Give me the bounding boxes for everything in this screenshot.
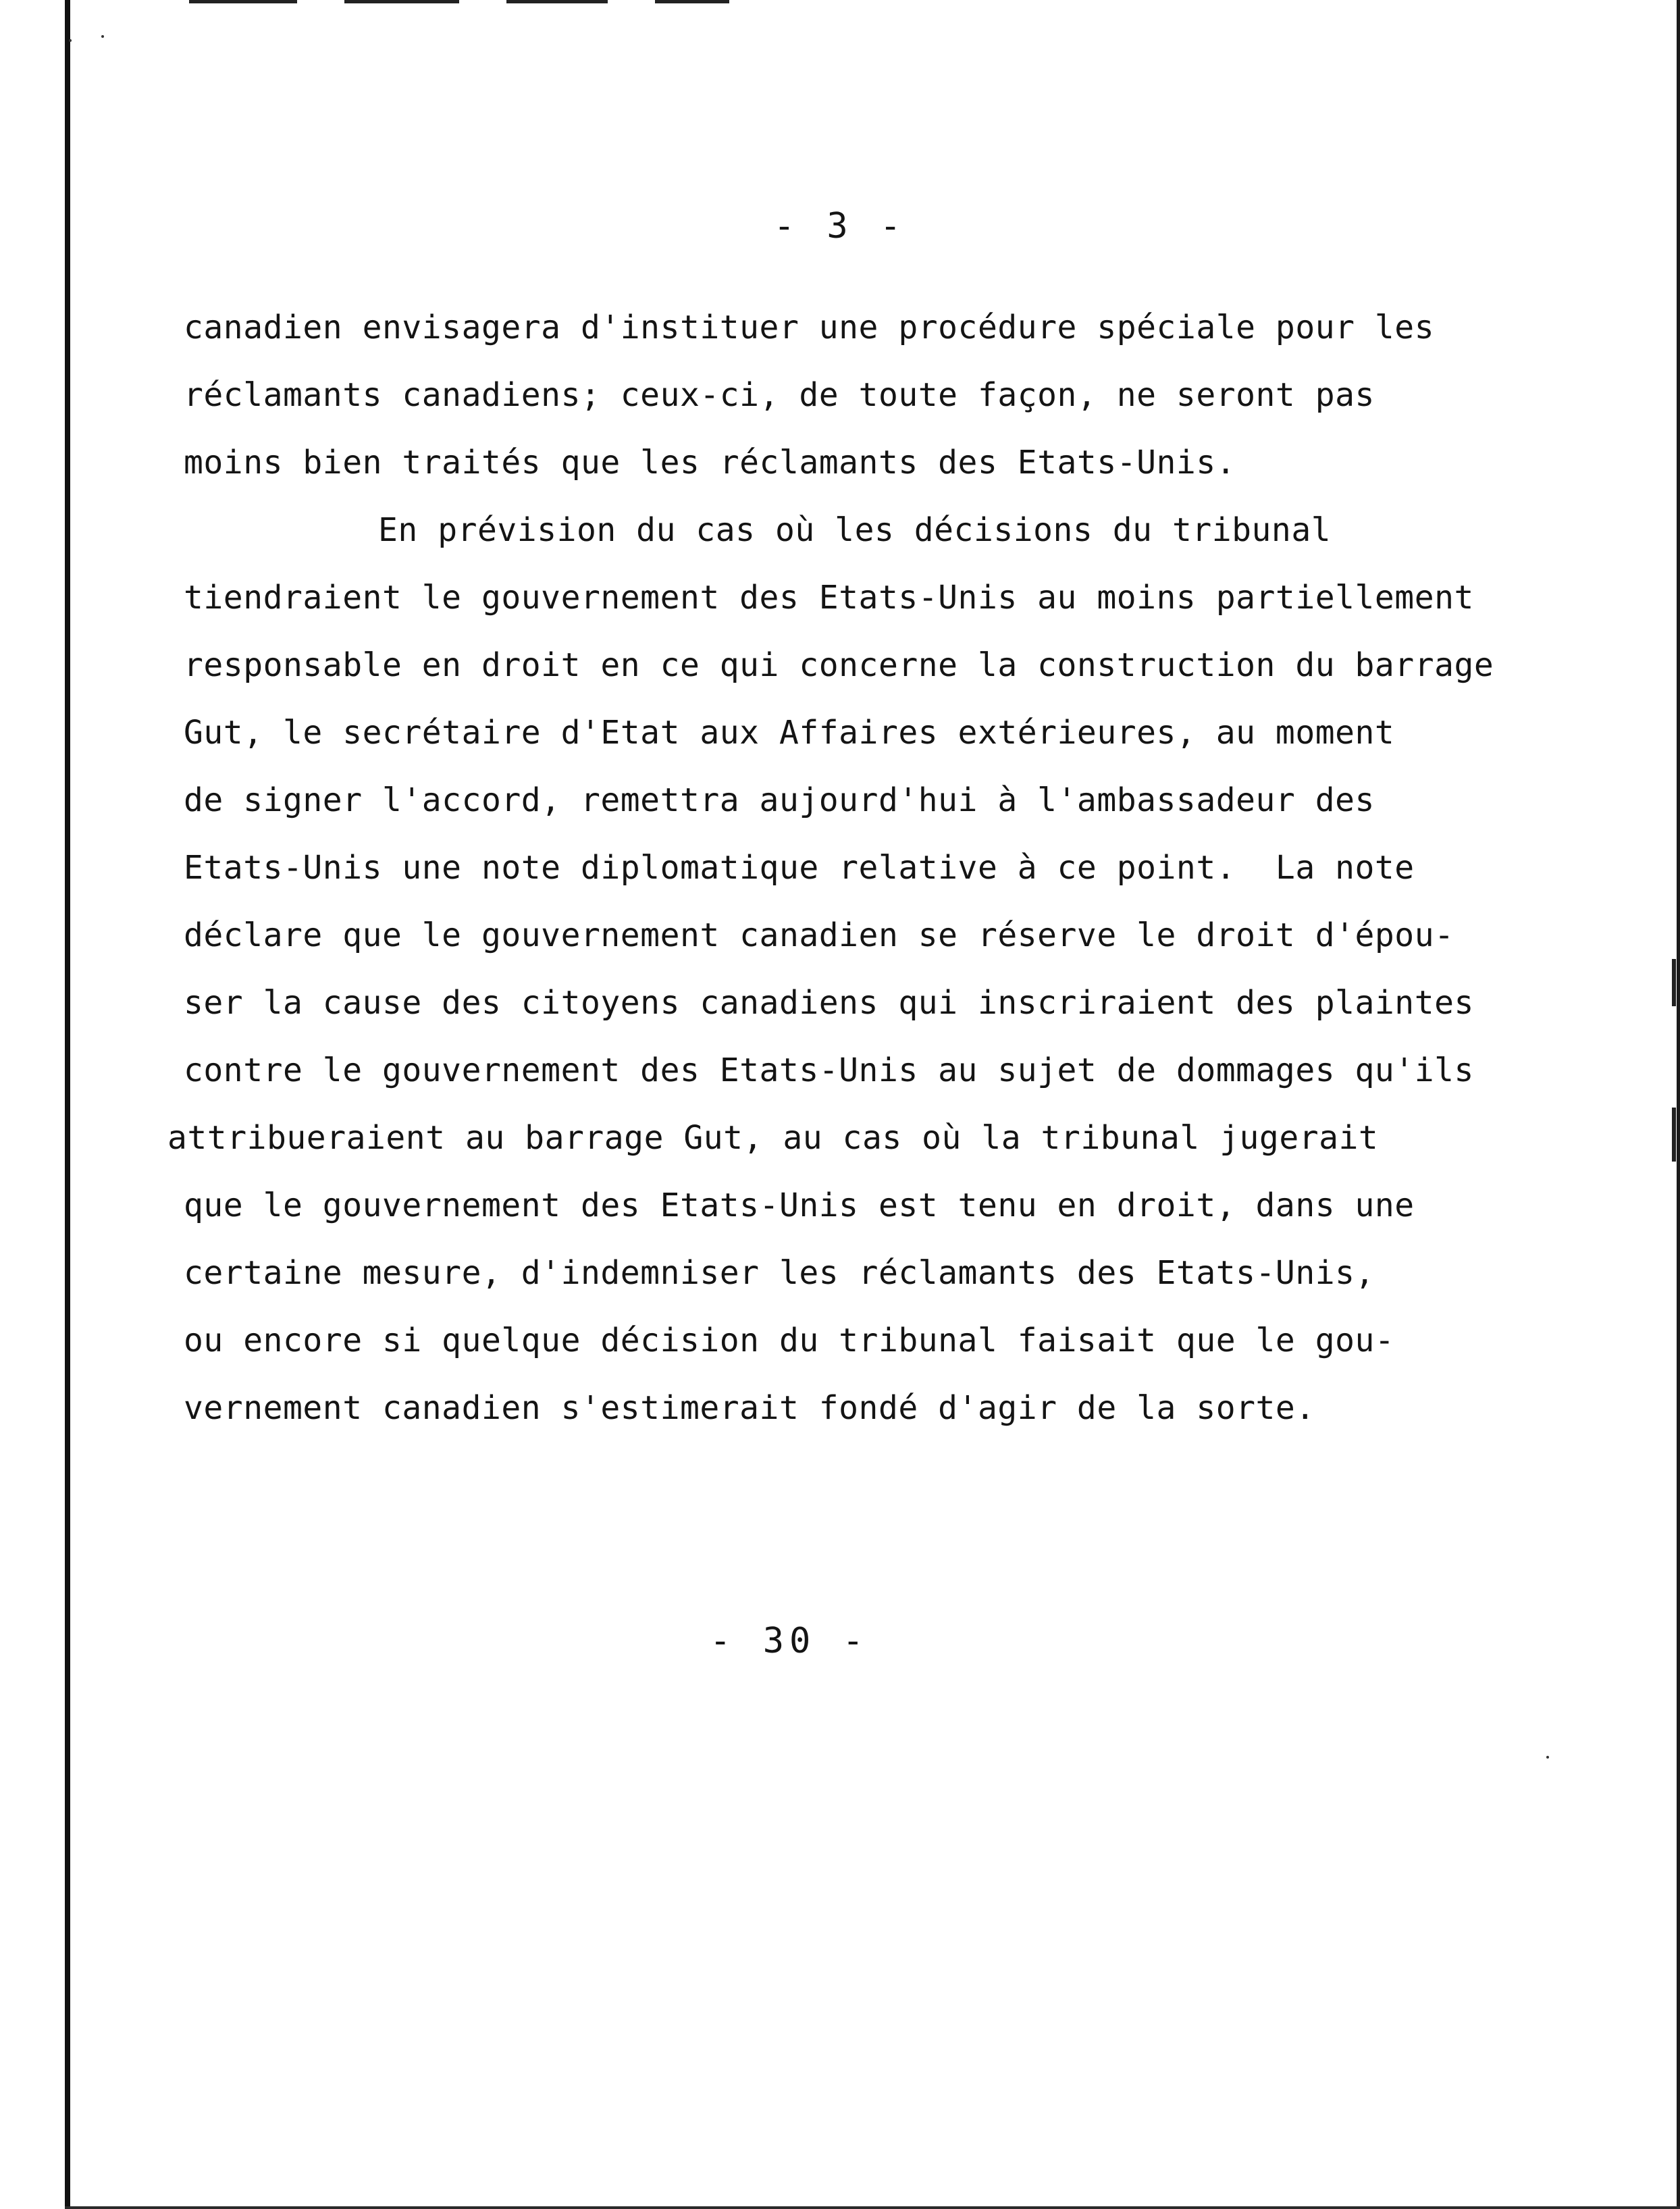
- scan-margin-line: [65, 0, 70, 2209]
- body-line: responsable en droit en ce qui concerne la construction du barrage: [184, 646, 1494, 684]
- scan-right-edge: [1677, 0, 1680, 2209]
- body-line: ou encore si quelque décision du tribunal faisait que le gou-: [184, 1322, 1395, 1359]
- scan-speck: [69, 39, 72, 42]
- scan-right-mark: [1672, 959, 1676, 1006]
- body-line: En prévision du cas où les décisions du tribunal: [378, 511, 1332, 549]
- scan-bottom-line: [65, 2206, 1680, 2209]
- body-line: vernement canadien s'estimerait fondé d'agir de la sorte.: [184, 1389, 1315, 1427]
- body-line: que le gouvernement des Etats-Unis est tenu en droit, dans une: [184, 1187, 1415, 1224]
- body-line: ser la cause des citoyens canadiens qui inscriraient des plaintes: [184, 984, 1474, 1022]
- scan-speck: [1546, 1756, 1549, 1759]
- body-line: attribueraient au barrage Gut, au cas où la tribunal jugerait: [167, 1119, 1379, 1157]
- scan-speck: [101, 35, 104, 38]
- page-number-top: - 3 -: [773, 206, 907, 246]
- scan-top-marks: [189, 0, 932, 3]
- body-line: de signer l'accord, remettra aujourd'hui à l'ambassadeur des: [184, 781, 1375, 819]
- body-line: tiendraient le gouvernement des Etats-Unis au moins partiellement: [184, 579, 1474, 617]
- body-line: déclare que le gouvernement canadien se réserve le droit d'épou-: [184, 916, 1454, 954]
- body-line: Etats-Unis une note diplomatique relative à ce point. La note: [184, 849, 1415, 887]
- body-line: moins bien traités que les réclamants des Etats-Unis.: [184, 444, 1236, 482]
- body-line: canadien envisagera d'instituer une procédure spéciale pour les: [184, 309, 1435, 346]
- body-line: certaine mesure, d'indemniser les réclamants des Etats-Unis,: [184, 1254, 1375, 1292]
- page-number-bottom: - 30 -: [710, 1621, 869, 1661]
- body-line: réclamants canadiens; ceux-ci, de toute façon, ne seront pas: [184, 376, 1375, 414]
- body-line: contre le gouvernement des Etats-Unis au sujet de dommages qu'ils: [184, 1051, 1474, 1089]
- body-line: Gut, le secrétaire d'Etat aux Affaires extérieures, au moment: [184, 714, 1395, 752]
- scan-right-mark: [1672, 1108, 1676, 1162]
